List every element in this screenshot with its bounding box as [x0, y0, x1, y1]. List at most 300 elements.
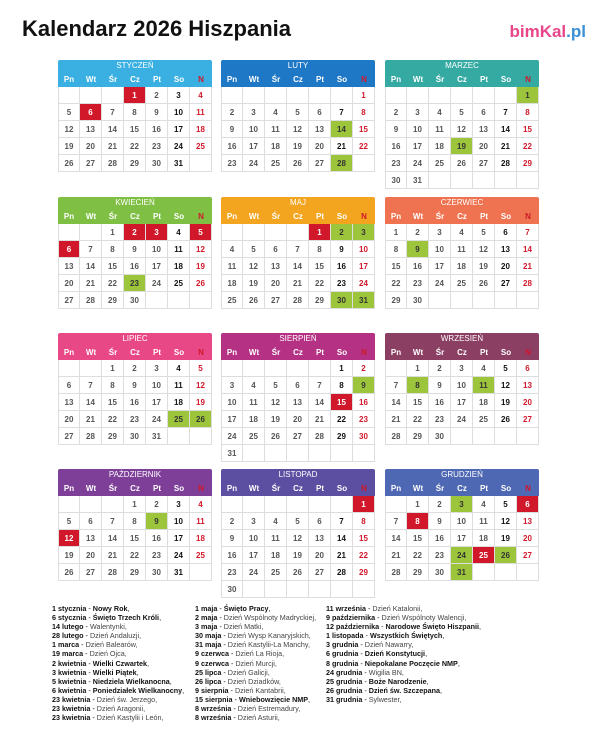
- day-cell: 16: [429, 530, 451, 547]
- month-calendar: [385, 197, 539, 309]
- holiday-name: Dzień Wspólnoty Madryckiej: [223, 613, 315, 623]
- day-cell: 6: [265, 241, 287, 258]
- weekday-header: Pt: [309, 209, 331, 224]
- day-cell: 27: [80, 155, 102, 172]
- day-cell: 12: [495, 513, 517, 530]
- holiday-name: Dzień Konstytucji: [364, 649, 426, 659]
- holiday-entry: 28 lutego - Dzień Andaluzji,: [52, 631, 142, 641]
- day-cell: 24: [451, 411, 473, 428]
- day-cell: 11: [243, 394, 265, 411]
- day-cell: 1: [102, 224, 124, 241]
- weekday-header: So: [168, 72, 190, 87]
- empty-cell: [385, 87, 407, 104]
- weekday-header: N: [517, 209, 539, 224]
- day-cell: 1: [353, 87, 375, 104]
- weekday-header: Śr: [102, 345, 124, 360]
- day-cell: 11: [190, 104, 212, 121]
- empty-cell: [265, 87, 287, 104]
- holiday-date: 9 czerwca: [195, 649, 229, 659]
- month-title: LUTY: [221, 60, 375, 72]
- empty-cell: [190, 564, 212, 581]
- holiday-entry: 5 kwietnia - Niedziela Wielkanocna,: [52, 676, 172, 686]
- holiday-name: Dzień Kastylii i León: [96, 713, 162, 723]
- weekday-header: Wt: [80, 345, 102, 360]
- holiday-entry: 1 listopada - Wszystkich Świętych,: [326, 631, 445, 641]
- day-cell: 4: [243, 377, 265, 394]
- day-cell: 8: [331, 377, 353, 394]
- day-cell: 24: [146, 411, 168, 428]
- day-cell: 20: [517, 530, 539, 547]
- day-cell: 1: [385, 224, 407, 241]
- day-cell: 7: [80, 241, 102, 258]
- day-cell: 22: [309, 275, 331, 292]
- day-cell: 20: [58, 411, 80, 428]
- day-cell: 10: [243, 530, 265, 547]
- day-cell: 29: [102, 292, 124, 309]
- weekday-header: Śr: [102, 481, 124, 496]
- day-cell: 19: [265, 411, 287, 428]
- day-cell: 10: [243, 121, 265, 138]
- day-cell: 11: [265, 530, 287, 547]
- empty-cell: [190, 428, 212, 445]
- day-cell: 27: [517, 411, 539, 428]
- day-cell: 17: [353, 258, 375, 275]
- weekday-header: Cz: [451, 209, 473, 224]
- day-cell: 28: [80, 428, 102, 445]
- day-cell: 13: [58, 394, 80, 411]
- weekday-header: Pt: [309, 481, 331, 496]
- day-cell: 28: [385, 564, 407, 581]
- weekday-header: So: [331, 345, 353, 360]
- empty-cell: [146, 292, 168, 309]
- day-cell: 24: [451, 547, 473, 564]
- day-cell: 24: [353, 275, 375, 292]
- day-cell: 20: [58, 275, 80, 292]
- day-cell: 7: [309, 377, 331, 394]
- empty-cell: [287, 87, 309, 104]
- day-cell: 13: [80, 121, 102, 138]
- day-cell: 16: [124, 258, 146, 275]
- empty-cell: [495, 428, 517, 445]
- day-cell: 21: [102, 547, 124, 564]
- holiday-date: 31 grudnia: [326, 694, 363, 704]
- day-cell: 12: [451, 121, 473, 138]
- holiday-name: Walentynki: [89, 622, 125, 632]
- day-cell: 26: [451, 155, 473, 172]
- weekday-header: Pn: [385, 209, 407, 224]
- day-cell: 21: [80, 275, 102, 292]
- day-cell: 8: [353, 104, 375, 121]
- day-cell: 2: [331, 224, 353, 241]
- day-cell: 22: [124, 547, 146, 564]
- day-cell: 10: [221, 394, 243, 411]
- empty-cell: [473, 172, 495, 189]
- weekday-header: Pt: [146, 72, 168, 87]
- day-cell: 28: [331, 564, 353, 581]
- weekday-header: Cz: [124, 345, 146, 360]
- day-cell: 1: [124, 87, 146, 104]
- day-cell: 7: [102, 104, 124, 121]
- day-cell: 13: [473, 121, 495, 138]
- month-title: MARZEC: [385, 60, 539, 72]
- day-cell: 3: [221, 377, 243, 394]
- empty-cell: [265, 224, 287, 241]
- day-cell: 21: [385, 547, 407, 564]
- holiday-entry: 8 grudnia - Niepokalane Poczęcie NMP,: [326, 658, 460, 668]
- day-cell: 28: [517, 275, 539, 292]
- day-cell: 30: [221, 581, 243, 598]
- holiday-name: Wigilia BN: [368, 667, 402, 677]
- day-cell: 3: [451, 496, 473, 513]
- empty-cell: [190, 155, 212, 172]
- holiday-name: Dzień św. Jerzego: [96, 694, 156, 704]
- day-cell: 9: [124, 241, 146, 258]
- day-cell: 20: [473, 138, 495, 155]
- day-cell: 22: [407, 411, 429, 428]
- day-cell: 27: [473, 155, 495, 172]
- day-cell: 31: [353, 292, 375, 309]
- weekday-header: Wt: [407, 209, 429, 224]
- day-cell: 10: [429, 241, 451, 258]
- day-cell: 24: [168, 138, 190, 155]
- day-cell: 31: [221, 445, 243, 462]
- day-cell: 9: [429, 377, 451, 394]
- day-cell: 6: [309, 104, 331, 121]
- day-cell: 16: [221, 138, 243, 155]
- day-cell: 22: [102, 411, 124, 428]
- day-cell: 11: [221, 258, 243, 275]
- day-cell: 21: [517, 258, 539, 275]
- day-cell: 6: [517, 496, 539, 513]
- month-title: WRZESIEŃ: [385, 333, 539, 345]
- weekday-header: Wt: [243, 345, 265, 360]
- day-cell: 1: [353, 496, 375, 513]
- day-cell: 16: [124, 394, 146, 411]
- holiday-date: 2 kwietnia: [52, 658, 87, 668]
- empty-cell: [331, 445, 353, 462]
- holiday-entry: 9 października - Dzień Wspólnoty Walencji,: [326, 613, 467, 623]
- day-cell: 8: [309, 241, 331, 258]
- holiday-name: Wszystkich Świętych: [369, 631, 443, 641]
- empty-cell: [495, 87, 517, 104]
- day-cell: 12: [190, 377, 212, 394]
- day-cell: 13: [265, 258, 287, 275]
- day-cell: 17: [221, 411, 243, 428]
- day-cell: 16: [429, 394, 451, 411]
- day-cell: 18: [190, 530, 212, 547]
- day-cell: 27: [309, 155, 331, 172]
- day-cell: 5: [265, 377, 287, 394]
- weekday-header: Pn: [58, 481, 80, 496]
- day-cell: 6: [473, 104, 495, 121]
- weekday-header: Pn: [58, 72, 80, 87]
- holiday-name: Dzień Kantabrii: [234, 685, 284, 695]
- day-cell: 17: [451, 530, 473, 547]
- day-cell: 1: [331, 360, 353, 377]
- month-title: KWIECIEŃ: [58, 197, 212, 209]
- holiday-date: 23 kwietnia: [52, 694, 91, 704]
- day-cell: 3: [353, 224, 375, 241]
- day-cell: 12: [287, 121, 309, 138]
- day-cell: 28: [331, 155, 353, 172]
- day-cell: 17: [243, 547, 265, 564]
- day-cell: 13: [80, 530, 102, 547]
- holiday-entry: 3 grudnia - Dzień Nawarry,: [326, 640, 414, 650]
- month-calendar: [221, 197, 375, 309]
- weekday-header: Cz: [451, 481, 473, 496]
- day-cell: 3: [407, 104, 429, 121]
- empty-cell: [168, 428, 190, 445]
- empty-cell: [331, 581, 353, 598]
- holiday-date: 8 września: [195, 713, 232, 723]
- weekday-header: So: [495, 481, 517, 496]
- holiday-date: 1 stycznia: [52, 604, 87, 613]
- holiday-entry: 1 stycznia - Nowy Rok,: [52, 604, 130, 613]
- empty-cell: [473, 428, 495, 445]
- empty-cell: [309, 445, 331, 462]
- day-cell: 5: [495, 496, 517, 513]
- empty-cell: [451, 87, 473, 104]
- weekday-header: Pn: [58, 209, 80, 224]
- holiday-date: 19 marca: [52, 649, 84, 659]
- holiday-date: 11 września: [326, 604, 366, 613]
- day-cell: 13: [309, 530, 331, 547]
- empty-cell: [287, 360, 309, 377]
- weekday-header: N: [353, 345, 375, 360]
- weekday-header: Śr: [102, 209, 124, 224]
- day-cell: 21: [309, 411, 331, 428]
- holiday-column: [52, 604, 184, 722]
- day-cell: 15: [102, 258, 124, 275]
- holiday-entry: 15 sierpnia - Wniebowzięcie NMP,: [195, 694, 311, 704]
- weekday-header: Wt: [243, 481, 265, 496]
- day-cell: 21: [102, 138, 124, 155]
- day-cell: 3: [146, 224, 168, 241]
- empty-cell: [429, 172, 451, 189]
- day-cell: 18: [473, 394, 495, 411]
- brand-logo[interactable]: [509, 22, 586, 42]
- weekday-header: So: [168, 209, 190, 224]
- day-cell: 11: [265, 121, 287, 138]
- day-cell: 2: [429, 360, 451, 377]
- day-cell: 4: [168, 360, 190, 377]
- empty-cell: [221, 224, 243, 241]
- day-cell: 31: [451, 564, 473, 581]
- holiday-entry: 1 maja - Święto Pracy,: [195, 604, 271, 613]
- empty-cell: [517, 292, 539, 309]
- holiday-date: 9 października: [326, 613, 376, 623]
- empty-cell: [473, 87, 495, 104]
- weekday-header: Pn: [221, 72, 243, 87]
- holiday-name: Święto Trzech Króli: [92, 613, 160, 623]
- day-cell: 8: [385, 241, 407, 258]
- day-cell: 2: [353, 360, 375, 377]
- day-cell: 25: [429, 155, 451, 172]
- day-cell: 29: [102, 428, 124, 445]
- day-cell: 14: [385, 530, 407, 547]
- weekday-header: Pn: [221, 209, 243, 224]
- holiday-date: 1 marca: [52, 640, 80, 650]
- day-cell: 15: [331, 394, 353, 411]
- day-cell: 9: [429, 513, 451, 530]
- holiday-entry: 25 grudnia - Boże Narodzenie,: [326, 676, 429, 686]
- empty-cell: [495, 564, 517, 581]
- day-cell: 30: [146, 155, 168, 172]
- holiday-name: Dzień Kastylii-La Manchy: [227, 640, 308, 650]
- day-cell: 8: [102, 241, 124, 258]
- day-cell: 18: [265, 138, 287, 155]
- day-cell: 9: [385, 121, 407, 138]
- day-cell: 9: [331, 241, 353, 258]
- day-cell: 7: [517, 224, 539, 241]
- day-cell: 24: [243, 564, 265, 581]
- holiday-entry: 24 grudnia - Wigilia BN,: [326, 667, 404, 677]
- day-cell: 30: [331, 292, 353, 309]
- holiday-name: Dzień Aragonii: [96, 704, 144, 714]
- day-cell: 21: [331, 138, 353, 155]
- holiday-entry: 3 maja - Dzień Matki,: [195, 622, 264, 632]
- day-cell: 29: [124, 564, 146, 581]
- day-cell: 29: [385, 292, 407, 309]
- holiday-entry: 3 kwietnia - Wielki Piątek,: [52, 667, 139, 677]
- month-calendar: [385, 333, 539, 445]
- empty-cell: [495, 172, 517, 189]
- day-cell: 20: [309, 138, 331, 155]
- day-cell: 15: [124, 530, 146, 547]
- day-cell: 11: [473, 513, 495, 530]
- day-cell: 23: [221, 564, 243, 581]
- day-cell: 1: [407, 496, 429, 513]
- day-cell: 24: [168, 547, 190, 564]
- weekday-header: Pt: [309, 72, 331, 87]
- day-cell: 21: [331, 547, 353, 564]
- day-cell: 19: [190, 394, 212, 411]
- empty-cell: [473, 564, 495, 581]
- day-cell: 27: [517, 547, 539, 564]
- day-cell: 7: [331, 104, 353, 121]
- day-cell: 19: [287, 547, 309, 564]
- day-cell: 7: [287, 241, 309, 258]
- weekday-header: Wt: [80, 209, 102, 224]
- day-cell: 26: [243, 292, 265, 309]
- day-cell: 19: [287, 138, 309, 155]
- empty-cell: [80, 224, 102, 241]
- day-cell: 13: [58, 258, 80, 275]
- month-title: STYCZEŃ: [58, 60, 212, 72]
- holiday-name: Dzień Murcji: [235, 658, 275, 668]
- day-cell: 12: [58, 121, 80, 138]
- day-cell: 7: [385, 377, 407, 394]
- day-cell: 13: [517, 513, 539, 530]
- day-cell: 9: [146, 104, 168, 121]
- day-cell: 12: [495, 377, 517, 394]
- day-cell: 28: [80, 292, 102, 309]
- holiday-name: Nowy Rok: [92, 604, 128, 613]
- holiday-date: 3 grudnia: [326, 640, 359, 650]
- day-cell: 16: [331, 258, 353, 275]
- empty-cell: [243, 496, 265, 513]
- day-cell: 18: [190, 121, 212, 138]
- day-cell: 20: [517, 394, 539, 411]
- day-cell: 23: [331, 275, 353, 292]
- day-cell: 19: [473, 258, 495, 275]
- holiday-entry: 9 czerwca - Dzień La Rioja,: [195, 649, 285, 659]
- weekday-header: Pt: [473, 345, 495, 360]
- month-title: MAJ: [221, 197, 375, 209]
- holiday-date: 9 sierpnia: [195, 685, 229, 695]
- day-cell: 3: [243, 104, 265, 121]
- day-cell: 2: [429, 496, 451, 513]
- weekday-header: Cz: [124, 481, 146, 496]
- empty-cell: [190, 292, 212, 309]
- day-cell: 25: [168, 411, 190, 428]
- day-cell: 7: [385, 513, 407, 530]
- empty-cell: [80, 496, 102, 513]
- day-cell: 16: [146, 530, 168, 547]
- weekday-header: So: [168, 345, 190, 360]
- holiday-date: 6 kwietnia: [52, 685, 87, 695]
- day-cell: 6: [517, 360, 539, 377]
- day-cell: 19: [495, 530, 517, 547]
- day-cell: 12: [190, 241, 212, 258]
- holiday-name: Dzień Ojca: [89, 649, 125, 659]
- day-cell: 10: [353, 241, 375, 258]
- day-cell: 15: [407, 394, 429, 411]
- day-cell: 5: [287, 513, 309, 530]
- day-cell: 29: [517, 155, 539, 172]
- month-title: SIERPIEŃ: [221, 333, 375, 345]
- empty-cell: [473, 292, 495, 309]
- holiday-name: Dzień Asturii: [237, 713, 278, 723]
- day-cell: 31: [146, 428, 168, 445]
- day-cell: 9: [353, 377, 375, 394]
- day-cell: 13: [309, 121, 331, 138]
- weekday-header: Pt: [146, 209, 168, 224]
- holiday-date: 26 grudnia: [326, 685, 363, 695]
- day-cell: 9: [407, 241, 429, 258]
- day-cell: 2: [221, 513, 243, 530]
- day-cell: 4: [221, 241, 243, 258]
- holiday-date: 25 grudnia: [326, 676, 363, 686]
- holiday-entry: 11 września - Dzień Katalonii,: [326, 604, 423, 613]
- weekday-header: Cz: [124, 72, 146, 87]
- day-cell: 4: [168, 224, 190, 241]
- day-cell: 8: [517, 104, 539, 121]
- day-cell: 24: [407, 155, 429, 172]
- day-cell: 17: [429, 258, 451, 275]
- day-cell: 20: [287, 411, 309, 428]
- weekday-header: Pt: [473, 481, 495, 496]
- day-cell: 4: [451, 224, 473, 241]
- brand-logo-part1: bimKal: [509, 22, 567, 41]
- day-cell: 14: [102, 121, 124, 138]
- day-cell: 29: [124, 155, 146, 172]
- day-cell: 16: [221, 547, 243, 564]
- weekday-header: Pn: [221, 345, 243, 360]
- day-cell: 26: [495, 411, 517, 428]
- day-cell: 25: [265, 564, 287, 581]
- day-cell: 3: [168, 87, 190, 104]
- day-cell: 12: [473, 241, 495, 258]
- month-title: LISTOPAD: [221, 469, 375, 481]
- holiday-date: 1 maja: [195, 604, 218, 613]
- day-cell: 23: [221, 155, 243, 172]
- holiday-entry: 6 grudnia - Dzień Konstytucji,: [326, 649, 428, 659]
- day-cell: 23: [407, 275, 429, 292]
- weekday-header: N: [190, 72, 212, 87]
- day-cell: 19: [495, 394, 517, 411]
- day-cell: 26: [265, 428, 287, 445]
